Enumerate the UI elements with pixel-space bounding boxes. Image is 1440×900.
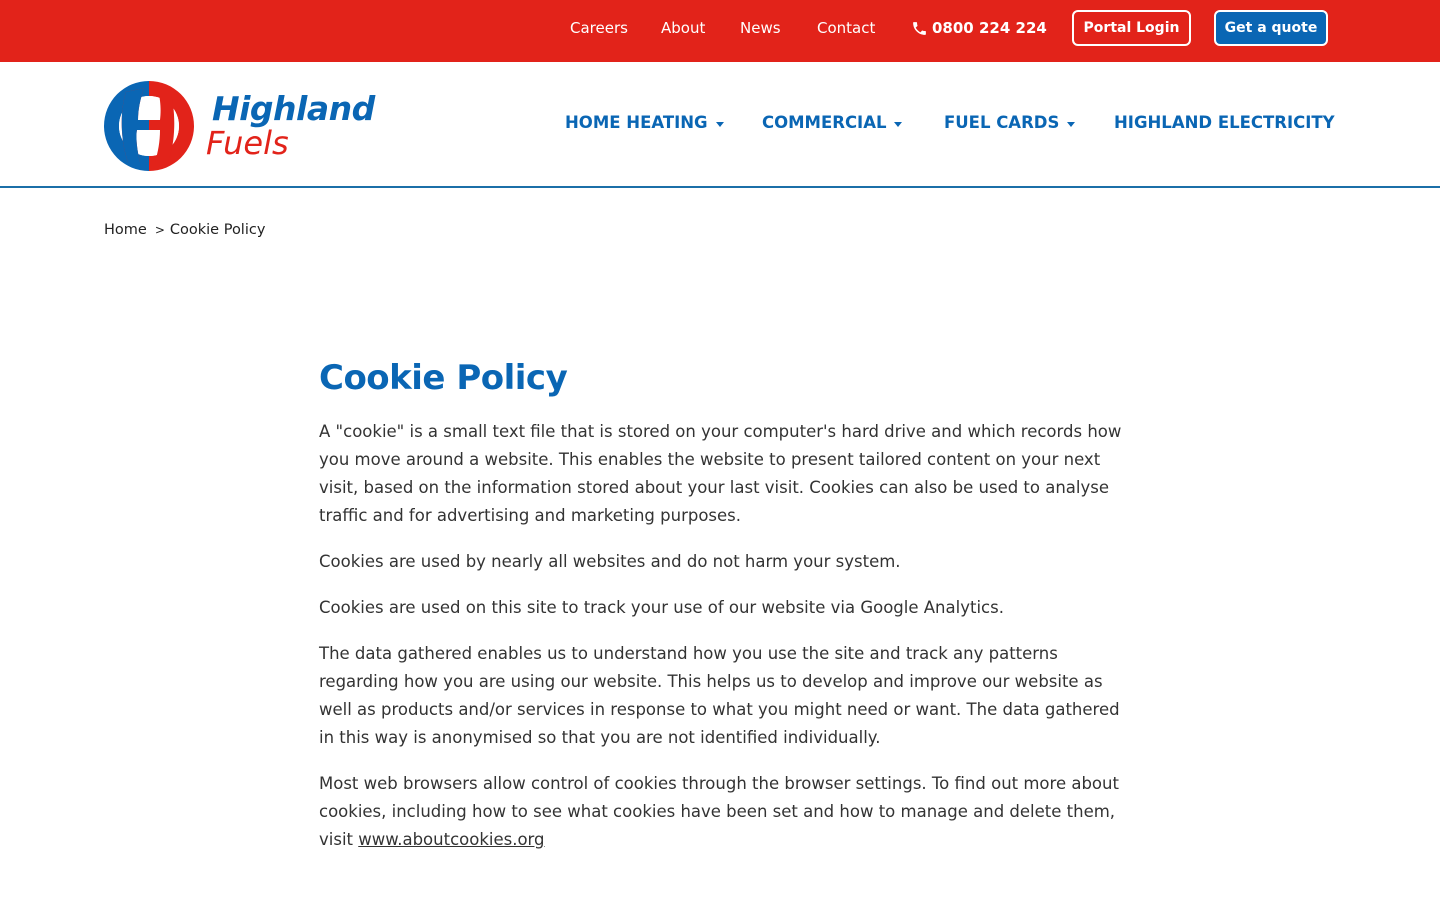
paragraph-data-gathered: The data gathered enables us to understand how you use the site and track any patterns regarding how you are using our website. This helps us to develop and improve our website as well as products and/or services in response to what you might need or want. The data gathered in this way is anonymised so that you are not identified individually. [319,644,1120,747]
page-title: Cookie Policy [319,358,568,398]
contact-link[interactable]: Contact [817,19,876,37]
top-utility-bar [0,0,1440,62]
caret-down-icon [1067,122,1075,127]
caret-down-icon [716,122,724,127]
highland-fuels-logo-icon [104,80,194,172]
breadcrumb-current: Cookie Policy [169,222,266,238]
nav-highland-electricity[interactable] [1114,112,1335,134]
site-logo[interactable] [104,80,375,172]
breadcrumb-home-link[interactable]: Home [104,222,147,238]
nav-commercial[interactable] [762,112,902,134]
news-link[interactable]: News [740,19,781,37]
paragraph-browser-settings-text: Most web browsers allow control of cookies through the browser settings. To find out more about cookies, including how to see what cookies have been set and how to manage and delete them, visit [319,774,1119,849]
nav-home-heating[interactable] [565,112,724,134]
caret-down-icon [894,122,902,127]
phone-number: 0800 224 224 [932,19,1047,37]
breadcrumb [104,222,265,238]
nav-highland-electricity-label: HIGHLAND ELECTRICITY [1114,113,1335,132]
paragraph-browser-settings [319,770,1129,854]
get-a-quote-button[interactable]: Get a quote [1214,10,1328,46]
paragraph-what-is-cookie: A "cookie" is a small text file that is stored on your computer's hard drive and which records how you move around a website. This enables the website to present tailored content on your next visit, based on the information stored about your last visit. Cookies can also be used to analyse traffic and for advertising and marketing purposes. [319,422,1122,525]
paragraph-google-analytics: Cookies are used on this site to track your use of our website via Google Analytics. [319,598,1004,617]
nav-commercial-label: COMMERCIAL [762,113,887,132]
phone-link[interactable] [911,17,1047,39]
phone-icon [911,20,928,37]
careers-link[interactable]: Careers [570,19,628,37]
about-link[interactable]: About [661,19,706,37]
aboutcookies-link[interactable]: www.aboutcookies.org [358,830,545,849]
logo-wordmark-highland: Highland [212,89,375,128]
paragraph-cookies-harmless: Cookies are used by nearly all websites and do not harm your system. [319,552,901,571]
site-header [0,62,1440,188]
nav-home-heating-label: HOME HEATING [565,113,708,132]
portal-login-button[interactable]: Portal Login [1072,10,1191,46]
nav-fuel-cards-label: FUEL CARDS [944,113,1060,132]
nav-fuel-cards[interactable] [944,112,1075,134]
breadcrumb-separator: > [154,223,165,237]
logo-wordmark-fuels: Fuels [206,124,289,162]
main-content [319,356,1129,854]
